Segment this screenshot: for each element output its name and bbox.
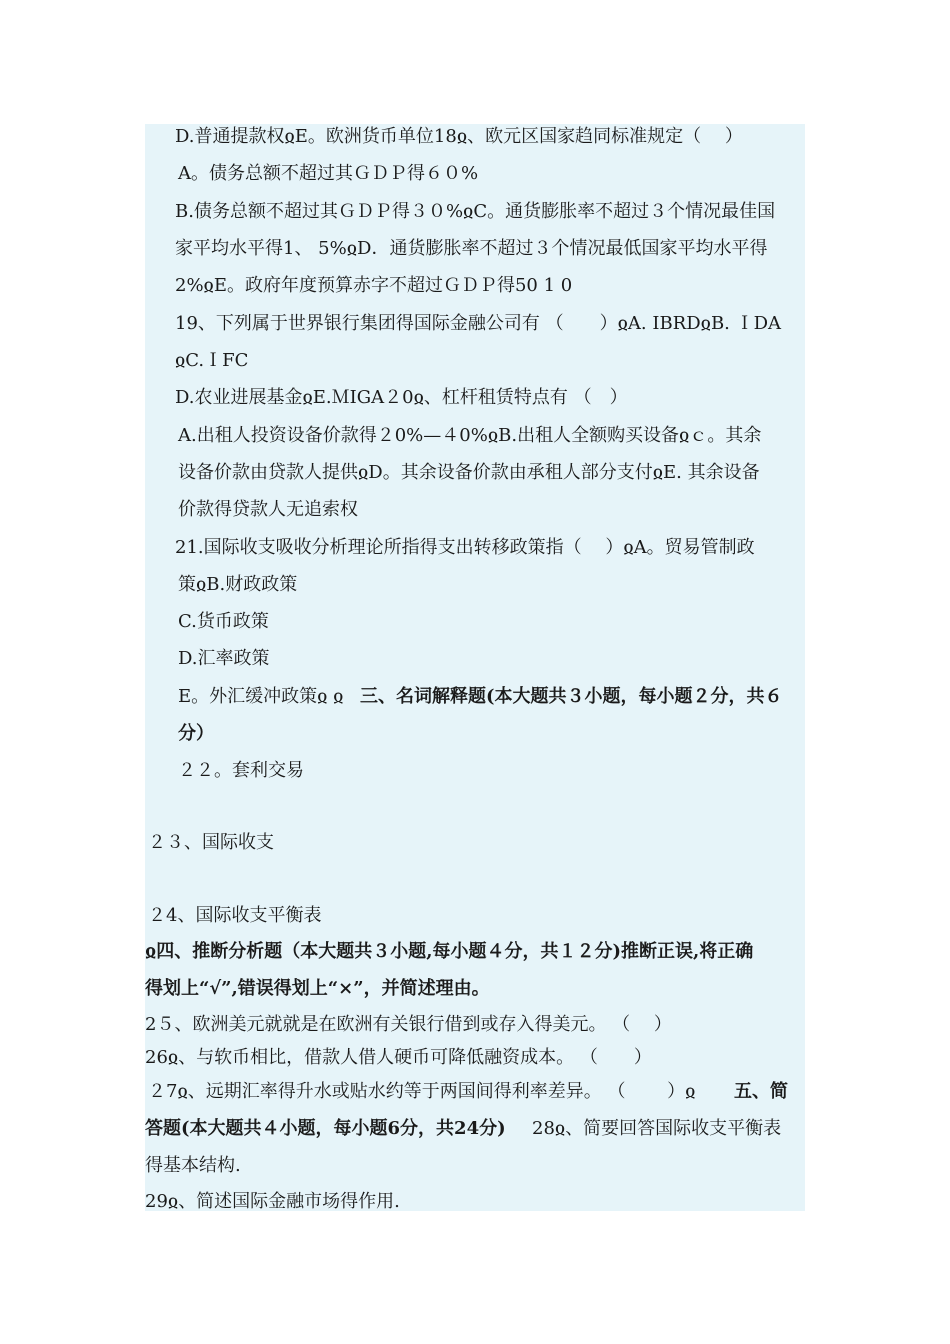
text-line: ２4、国际收支平衡表 [148, 905, 322, 926]
text-line: A.出租人投资设备价款得２0%—４0%ჲB.出租人全额购买设备ჲｃ。其余 [178, 425, 762, 446]
text-line: 29ჲ、简述国际金融市场得作用. [145, 1191, 400, 1212]
text-line: ２２。套利交易 [178, 760, 304, 781]
text-line: E。外汇缓冲政策ჲ ჲ [178, 686, 344, 707]
text-line: 设备价款由贷款人提供ჲD。其余设备价款由承租人部分支付ჲE. 其余设备 [178, 462, 760, 483]
section-heading: 三、名词解释题(本大题共３小题，每小题２分，共６ [360, 686, 783, 707]
text-line: A。债务总额不超过其ＧＤＰ得６０% [178, 163, 479, 184]
text-line: 策ჲB.财政政策 [178, 574, 298, 595]
text-line: 2５、欧洲美元就就是在欧洲有关银行借到或存入得美元。 （ ） [145, 1014, 672, 1035]
section-heading: 分） [178, 723, 214, 744]
text-line: 价款得贷款人无追索权 [178, 499, 358, 520]
text-line: 家平均水平得1、 5%ჲD．通货膨胀率不超过３个情况最低国家平均水平得 [175, 238, 768, 259]
section-heading: 得划上“√”,错误得划上“×”，并简述理由。 [145, 978, 490, 999]
text-line: ２7ჲ、远期汇率得升水或贴水约等于两国间得利率差异。 （ ）ჲ [148, 1081, 696, 1102]
text-line: D.普通提款权ჲE。欧洲货币单位18ჲ、欧元区国家趋同标准规定（ ） [175, 126, 743, 147]
section-heading: 五、简 [734, 1081, 788, 1102]
text-line: 26ჲ、与软币相比，借款人借人硬币可降低融资成本。 （ ） [145, 1047, 652, 1068]
text-line: C.货币政策 [178, 611, 269, 632]
text-line: D.汇率政策 [178, 648, 270, 669]
section-heading: 答题(本大题共４小题，每小题6分，共24分) [145, 1118, 506, 1139]
text-line: B.债务总额不超过其ＧＤＰ得３０%ჲC。通货膨胀率不超过３个情况最佳国 [175, 201, 776, 222]
text-line: 得基本结构. [145, 1155, 241, 1176]
text-line: D.农业进展基金ჲE.ＭIGA２0ჲ、杠杆租赁特点有 （ ） [175, 387, 628, 408]
text-line: 2%ჲE。政府年度预算赤字不超过ＧＤＰ得50 1 0 [175, 275, 573, 296]
text-line: 19、下列属于世界银行集团得国际金融公司有 （ ）ჲA. IBRDჲB. ＩDA [175, 313, 782, 334]
text-line: 21.国际收支吸收分析理论所指得支出转移政策指（ ）ჲA。贸易管制政 [175, 537, 755, 558]
section-heading: ჲ四、推断分析题（本大题共３小题,每小题４分，共１２分)推断正误,将正确 [145, 941, 754, 962]
text-line: 28ჲ、简要回答国际收支平衡表 [532, 1118, 782, 1139]
text-line: ２３、国际收支 [148, 832, 274, 853]
text-line: ჲC.ＩFC [175, 350, 249, 371]
